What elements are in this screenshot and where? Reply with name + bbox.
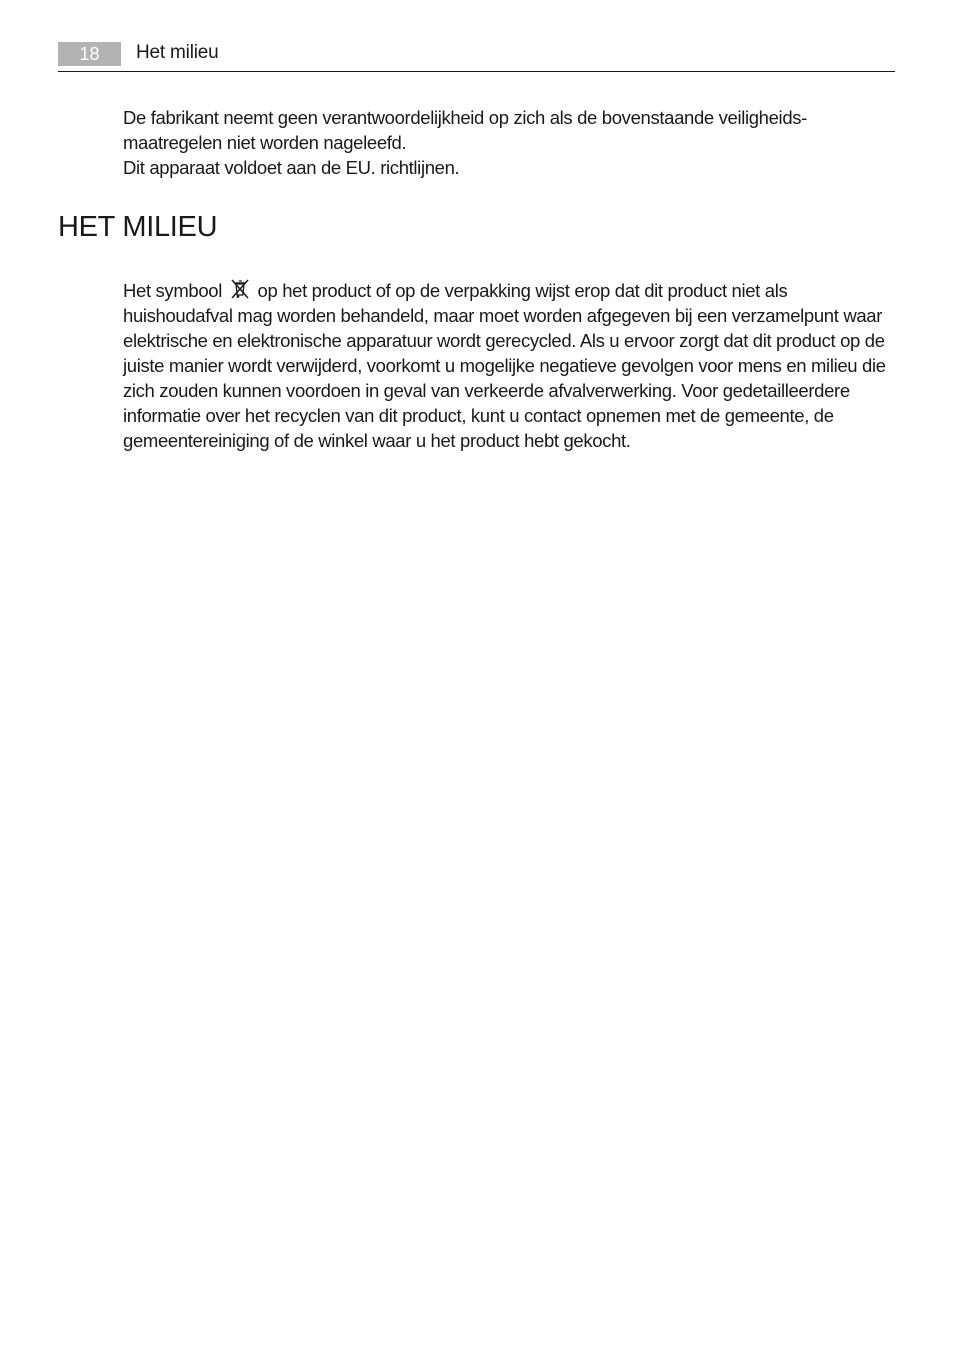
text-before-icon: Het symbool bbox=[123, 280, 222, 301]
page-number: 18 bbox=[58, 42, 121, 66]
text-after-icon: op het product of op de verpakking wijst erop dat dit product niet als huishoudafval mag worden behandeld, maar moet worden afgegeven bij een verzamelpunt waar elektrische en elektronische apparatuur wordt gerecycled. Als u ervoor zorgt dat dit product op de juiste manier wordt verwijderd, voorkomt u mogelijke negatieve gevolgen voor mens en milieu die zich zouden kunnen voordoen in geval van verkeerde afvalverwerking. Voor gedetailleerdere informatie over het recyclen van dit product, kunt u contact opnemen met de gemeente, de gemeentereiniging of de winkel waar u het product hebt gekocht. bbox=[123, 280, 886, 451]
running-header-title: Het milieu bbox=[136, 42, 219, 63]
intro-line-1: De fabrikant neemt geen verantwoordelijkheid op zich als de bovenstaande veiligheids- bbox=[123, 107, 807, 128]
crossed-out-wheelie-bin-icon bbox=[229, 278, 251, 300]
environment-paragraph bbox=[123, 278, 898, 453]
intro-paragraph bbox=[123, 105, 898, 180]
section-title: HET MILIEU bbox=[58, 211, 218, 243]
page-header bbox=[58, 40, 895, 72]
intro-line-3: Dit apparaat voldoet aan de EU. richtlijnen. bbox=[123, 157, 460, 178]
intro-line-2: maatregelen niet worden nageleefd. bbox=[123, 132, 407, 153]
